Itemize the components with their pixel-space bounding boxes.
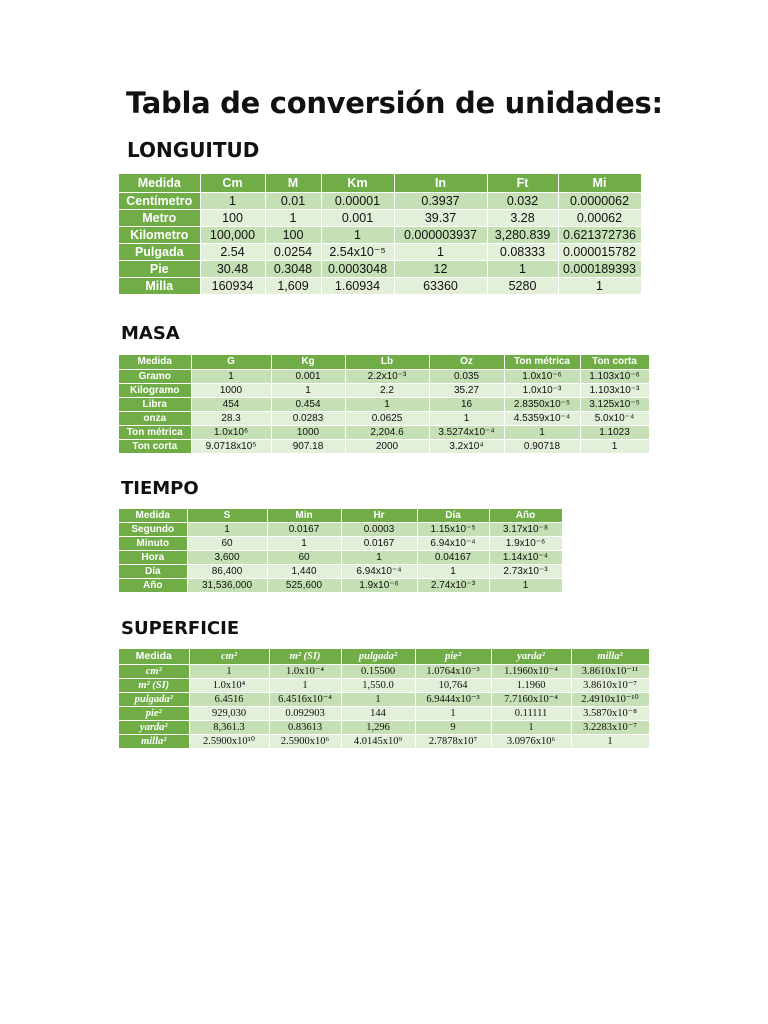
column-header: pulgada² — [341, 649, 415, 664]
table-cell: 3.17x10⁻⁸ — [489, 522, 562, 536]
table-cell: 86,400 — [187, 564, 267, 578]
table-cell: 1 — [189, 664, 269, 678]
row-header: pie² — [119, 706, 189, 720]
table-row — [119, 383, 649, 397]
table-row — [119, 369, 649, 383]
table-tiempo — [119, 509, 563, 593]
table-cell: 1.0x10⁻⁴ — [269, 664, 341, 678]
table-cell: 31,536,000 — [187, 578, 267, 592]
table-cell: 1.0x10⁴ — [189, 678, 269, 692]
table-row — [119, 720, 649, 734]
table-cell: 3,280.839 — [487, 226, 558, 243]
column-header: Kg — [271, 355, 345, 369]
table-cell: 2.5900x10¹⁰ — [189, 734, 269, 748]
row-header: onza — [119, 411, 191, 425]
table-cell: 0.454 — [271, 397, 345, 411]
table-cell: 1 — [200, 192, 265, 209]
table-cell: 1.0764x10⁻³ — [415, 664, 491, 678]
table-cell: 12 — [394, 260, 487, 277]
table-cell: 1.103x10⁻⁶ — [580, 369, 649, 383]
table-cell: 0.0625 — [345, 411, 429, 425]
table-cell: 1.1960x10⁻⁴ — [491, 664, 571, 678]
table-cell: 9.0718x10⁵ — [191, 439, 271, 453]
table-cell: 1 — [491, 720, 571, 734]
table-cell: 0.3048 — [265, 260, 321, 277]
table-row — [119, 425, 649, 439]
column-header: milla² — [571, 649, 649, 664]
row-header: Pie — [119, 260, 200, 277]
row-header: pulgada² — [119, 692, 189, 706]
table-cell: 2.73x10⁻³ — [489, 564, 562, 578]
table-cell: 0.0167 — [267, 522, 341, 536]
table-cell: 3.5274x10⁻⁴ — [429, 425, 504, 439]
column-header: Medida — [119, 509, 187, 522]
table-cell: 1,609 — [265, 277, 321, 294]
table-cell: 1 — [271, 383, 345, 397]
table-cell: 0.000003937 — [394, 226, 487, 243]
table-cell: 3.125x10⁻⁵ — [580, 397, 649, 411]
table-cell: 6.4516x10⁻⁴ — [269, 692, 341, 706]
table-cell: 6.94x10⁻⁴ — [417, 536, 489, 550]
table-row — [119, 243, 641, 260]
row-header: Kilogramo — [119, 383, 191, 397]
table-cell: 60 — [267, 550, 341, 564]
column-header: M — [265, 174, 321, 192]
table-cell: 1000 — [271, 425, 345, 439]
table-masa — [119, 355, 650, 454]
table-cell: 39.37 — [394, 209, 487, 226]
row-header: yarda² — [119, 720, 189, 734]
table-cell: 2.54x10⁻⁵ — [321, 243, 394, 260]
table-superficie — [119, 649, 650, 749]
table-cell: 0.001 — [271, 369, 345, 383]
table-cell: 1.1960 — [491, 678, 571, 692]
table-cell: 30.48 — [200, 260, 265, 277]
table-row — [119, 550, 562, 564]
table-cell: 1 — [269, 678, 341, 692]
table-cell: 2.2 — [345, 383, 429, 397]
table-cell: 1 — [487, 260, 558, 277]
column-header: G — [191, 355, 271, 369]
table-row — [119, 277, 641, 294]
table-cell: 0.04167 — [417, 550, 489, 564]
table-cell: 2.54 — [200, 243, 265, 260]
column-header: Min — [267, 509, 341, 522]
table-cell: 1 — [267, 536, 341, 550]
table-cell: 3.2283x10⁻⁷ — [571, 720, 649, 734]
table-row — [119, 664, 649, 678]
table-cell: 2.4910x10⁻¹⁰ — [571, 692, 649, 706]
page-title: Tabla de conversión de unidades: — [126, 86, 663, 120]
column-header: Medida — [119, 355, 191, 369]
table-cell: 6.9444x10⁻³ — [415, 692, 491, 706]
table-cell: 100,000 — [200, 226, 265, 243]
table-cell: 0.0000062 — [558, 192, 641, 209]
table-cell: 7.7160x10⁻⁴ — [491, 692, 571, 706]
table-cell: 1 — [489, 578, 562, 592]
table-cell: 16 — [429, 397, 504, 411]
table-cell: 2.7878x10⁷ — [415, 734, 491, 748]
table-cell: 2,204.6 — [345, 425, 429, 439]
row-header: m² (SI) — [119, 678, 189, 692]
table-cell: 63360 — [394, 277, 487, 294]
column-header: In — [394, 174, 487, 192]
table-cell: 1 — [417, 564, 489, 578]
row-header: Segundo — [119, 522, 187, 536]
table-cell: 0.092903 — [269, 706, 341, 720]
table-cell: 1,296 — [341, 720, 415, 734]
table-cell: 0.00001 — [321, 192, 394, 209]
table-cell: 100 — [200, 209, 265, 226]
table-cell: 6.4516 — [189, 692, 269, 706]
table-cell: 1 — [504, 425, 580, 439]
table-cell: 0.0283 — [271, 411, 345, 425]
table-cell: 0.000189393 — [558, 260, 641, 277]
row-header: Gramo — [119, 369, 191, 383]
table-cell: 2.74x10⁻³ — [417, 578, 489, 592]
table-cell: 100 — [265, 226, 321, 243]
table-cell: 3.5870x10⁻⁸ — [571, 706, 649, 720]
table-cell: 0.90718 — [504, 439, 580, 453]
column-header: Lb — [345, 355, 429, 369]
table-cell: 60 — [187, 536, 267, 550]
table-cell: 0.00062 — [558, 209, 641, 226]
table-cell: 1.9x10⁻⁶ — [341, 578, 417, 592]
table-longitud — [119, 174, 642, 295]
heading-longitud: LONGUITUD — [127, 138, 260, 162]
table-cell: 1.1023 — [580, 425, 649, 439]
table-cell: 1 — [341, 550, 417, 564]
table-cell: 1 — [341, 692, 415, 706]
row-header: Metro — [119, 209, 200, 226]
heading-masa: MASA — [121, 323, 180, 344]
column-header: Ton corta — [580, 355, 649, 369]
table-cell: 0.0254 — [265, 243, 321, 260]
row-header: Kilometro — [119, 226, 200, 243]
table-cell: 3,600 — [187, 550, 267, 564]
column-header: Día — [417, 509, 489, 522]
row-header: Centímetro — [119, 192, 200, 209]
table-cell: 1.60934 — [321, 277, 394, 294]
table-cell: 1 — [187, 522, 267, 536]
row-header: Ton métrica — [119, 425, 191, 439]
row-header: Día — [119, 564, 187, 578]
column-header: Ton métrica — [504, 355, 580, 369]
table-row — [119, 734, 649, 748]
row-header: Año — [119, 578, 187, 592]
table-row — [119, 522, 562, 536]
table-row — [119, 564, 562, 578]
table-row — [119, 678, 649, 692]
row-header: cm² — [119, 664, 189, 678]
table-cell: 0.83613 — [269, 720, 341, 734]
table-cell: 1.0x10⁻³ — [504, 383, 580, 397]
table-cell: 2.8350x10⁻⁵ — [504, 397, 580, 411]
table-cell: 160934 — [200, 277, 265, 294]
table-cell: 6.94x10⁻⁴ — [341, 564, 417, 578]
table-cell: 1 — [415, 706, 491, 720]
table-cell: 0.15500 — [341, 664, 415, 678]
table-cell: 3.28 — [487, 209, 558, 226]
column-header: Mi — [558, 174, 641, 192]
table-row — [119, 226, 641, 243]
column-header: Cm — [200, 174, 265, 192]
table-cell: 5280 — [487, 277, 558, 294]
table-cell: 2.2x10⁻³ — [345, 369, 429, 383]
table-row — [119, 260, 641, 277]
column-header: Oz — [429, 355, 504, 369]
table-cell: 2.5900x10⁶ — [269, 734, 341, 748]
column-header: Medida — [119, 649, 189, 664]
table-cell: 1.103x10⁻³ — [580, 383, 649, 397]
table-cell: 0.01 — [265, 192, 321, 209]
heading-tiempo: TIEMPO — [121, 478, 199, 499]
table-cell: 28.3 — [191, 411, 271, 425]
column-header: Año — [489, 509, 562, 522]
column-header: Hr — [341, 509, 417, 522]
table-cell: 1 — [558, 277, 641, 294]
table-cell: 1,550.0 — [341, 678, 415, 692]
table-cell: 1.14x10⁻⁴ — [489, 550, 562, 564]
table-cell: 4.0145x10⁹ — [341, 734, 415, 748]
table-cell: 0.000015782 — [558, 243, 641, 260]
column-header: S — [187, 509, 267, 522]
table-cell: 525,600 — [267, 578, 341, 592]
table-cell: 0.3937 — [394, 192, 487, 209]
table-cell: 1 — [345, 397, 429, 411]
row-header: Libra — [119, 397, 191, 411]
table-cell: 1 — [321, 226, 394, 243]
table-cell: 8,361.3 — [189, 720, 269, 734]
row-header: Minuto — [119, 536, 187, 550]
table-cell: 1.15x10⁻⁵ — [417, 522, 489, 536]
table-row — [119, 692, 649, 706]
table-cell: 1.9x10⁻⁶ — [489, 536, 562, 550]
table-row — [119, 578, 562, 592]
table-cell: 35.27 — [429, 383, 504, 397]
table-cell: 0.11111 — [491, 706, 571, 720]
column-header: cm² — [189, 649, 269, 664]
column-header: m² (SI) — [269, 649, 341, 664]
table-cell: 0.001 — [321, 209, 394, 226]
table-row — [119, 411, 649, 425]
table-row — [119, 706, 649, 720]
table-cell: 3.0976x10⁶ — [491, 734, 571, 748]
table-row — [119, 192, 641, 209]
table-row — [119, 209, 641, 226]
table-cell: 1 — [580, 439, 649, 453]
table-cell: 3.2x10⁴ — [429, 439, 504, 453]
table-cell: 0.0003048 — [321, 260, 394, 277]
table-cell: 929,030 — [189, 706, 269, 720]
table-cell: 1000 — [191, 383, 271, 397]
table-cell: 0.035 — [429, 369, 504, 383]
table-cell: 0.032 — [487, 192, 558, 209]
row-header: Pulgada — [119, 243, 200, 260]
table-cell: 1.0x10⁻⁶ — [504, 369, 580, 383]
table-cell: 0.621372736 — [558, 226, 641, 243]
table-cell: 3.8610x10⁻⁷ — [571, 678, 649, 692]
column-header: Medida — [119, 174, 200, 192]
table-cell: 1 — [265, 209, 321, 226]
table-cell: 0.08333 — [487, 243, 558, 260]
row-header: Hora — [119, 550, 187, 564]
table-cell: 10,764 — [415, 678, 491, 692]
column-header: yarda² — [491, 649, 571, 664]
table-cell: 4.5359x10⁻⁴ — [504, 411, 580, 425]
table-cell: 1.0x10⁶ — [191, 425, 271, 439]
table-cell: 454 — [191, 397, 271, 411]
table-cell: 1 — [571, 734, 649, 748]
table-cell: 0.0003 — [341, 522, 417, 536]
table-row — [119, 536, 562, 550]
column-header: Km — [321, 174, 394, 192]
table-row — [119, 439, 649, 453]
table-cell: 3.8610x10⁻¹¹ — [571, 664, 649, 678]
table-cell: 2000 — [345, 439, 429, 453]
table-cell: 1 — [191, 369, 271, 383]
row-header: milla² — [119, 734, 189, 748]
table-cell: 907.18 — [271, 439, 345, 453]
table-cell: 9 — [415, 720, 491, 734]
table-cell: 1 — [429, 411, 504, 425]
table-cell: 1,440 — [267, 564, 341, 578]
table-cell: 144 — [341, 706, 415, 720]
table-row — [119, 397, 649, 411]
column-header: Ft — [487, 174, 558, 192]
row-header: Ton corta — [119, 439, 191, 453]
column-header: pie² — [415, 649, 491, 664]
table-cell: 1 — [394, 243, 487, 260]
row-header: Milla — [119, 277, 200, 294]
table-cell: 5.0x10⁻⁴ — [580, 411, 649, 425]
heading-superficie: SUPERFICIE — [121, 618, 240, 639]
table-cell: 0.0167 — [341, 536, 417, 550]
